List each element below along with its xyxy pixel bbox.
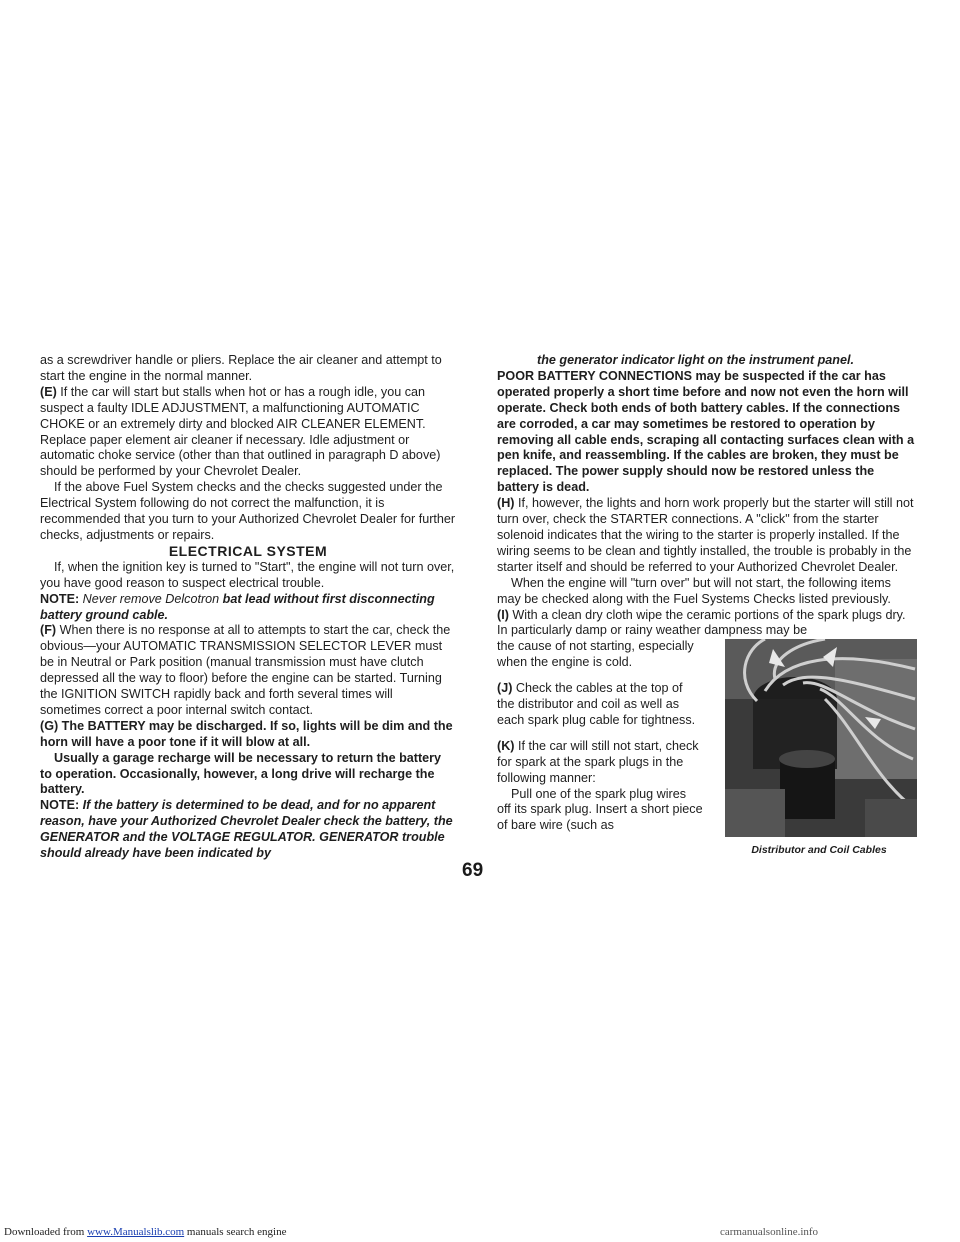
left-paragraph-3: If the above Fuel System checks and the checks suggested under the Electrical System following do not correct the malfunction, it is recommended that you turn to your Authorized Chevrolet Dealer for further checks, adjustments or repairs. [40,480,456,542]
left-paragraph-4: If, when the ignition key is turned to "Start", the engine will not turn over, you have good reason to suspect electrical trouble. [40,559,455,590]
paragraph-i-a [497,608,915,640]
paragraph-f [40,623,456,718]
paragraph-i-text-a: With a clean dry cloth wipe the ceramic portions of the spark plugs dry. In particularly damp or rainy weather dampness may be [497,607,906,638]
paragraph-i-label: (I) [497,607,509,622]
paragraph-k-label: (K) [497,738,515,753]
right-paragraph-1: the generator indicator light on the instrument panel. [537,353,854,367]
paragraph-e [40,385,456,480]
right-paragraph-4: When the engine will "turn over" but will not start, the following items may be checked along with the Fuel Systems Checks listed previously. [497,575,891,606]
paragraph-g [40,719,456,751]
note-1-label: NOTE: [40,591,80,606]
paragraph-i-b: the cause of not starting, especially when the engine is cold. [497,639,694,670]
figure-section [497,639,915,857]
paragraph-h-label: (H) [497,496,515,511]
paragraph-h [497,496,915,576]
section-heading-electrical-system: ELECTRICAL SYSTEM [168,542,328,559]
paragraph-j-label: (J) [497,681,513,696]
paragraph-g-text: The BATTERY may be discharged. If so, lights will be dim and the horn will have a poor tone if it will blow at all. [40,718,453,749]
paragraph-e-text: If the car will start but stalls when hot or has a rough idle, you can suspect a faulty IDLE ADJUSTMENT, a malfunctioning AUTOMATIC CHOKE or an extremely dirty and blocked AIR CLEANER ELEMENT. Replace paper element air cleaner if necessary. Idle adjustment or automatic choke service (other than that outlined in paragraph D above) should be performed by your Chevrolet Dealer. [40,384,441,479]
left-paragraph-1: as a screwdriver handle or pliers. Replace the air cleaner and attempt to start the engine in the normal manner. [40,353,442,383]
note-1-text-b: bat lead without first disconnecting battery ground cable. [40,591,435,622]
left-column [40,353,456,862]
paragraph-e-label: (E) [40,384,57,399]
note-2-text: If the battery is determined to be dead, and for no apparent reason, have your Authorized Chevrolet Dealer check the battery, the GENERATOR and the VOLTAGE REGULATOR. GENERATOR trouble should already have been indicated by [40,798,453,861]
paragraph-g-label: (G) [40,718,59,733]
manualslib-link[interactable]: www.Manualslib.com [87,1226,185,1238]
note-2 [40,798,456,862]
figure-caption: Distributor and Coil Cables [751,844,887,857]
note-2-label: NOTE: [40,798,80,813]
note-1 [40,592,456,624]
right-paragraph-2: POOR BATTERY CONNECTIONS may be suspected if the car has operated properly a short time before and now not even the horn will operate. Check both ends of both battery cables. If the connections are corroded, a car may sometimes be restored to operation by removing all cable ends, scraping all contacting surfaces clean with a pen knife, and reassembling. If the cables are broken, they must be replaced. The power supply should now be restored unless the battery is dead. [497,368,915,495]
paragraph-h-text: If, however, the lights and horn work properly but the starter will still not turn over, check the STARTER connections. A "click" from the starter solenoid indicates that the wiring to the starter is properly installed. If the wiring seems to be clean and tightly installed, the trouble is probably in the starter itself and should be referred to your Authorized Chevrolet Dealer. [497,496,914,574]
footer-suffix: manuals search engine [184,1226,287,1238]
paragraph-k [497,739,703,787]
left-paragraph-7: Usually a garage recharge will be necessary to return the battery to operation. Occasionally, however, a long drive will recharge the battery. [40,750,442,797]
paragraph-k-text: If the car will still not start, check for spark at the spark plugs in the following manner: [497,738,699,785]
page-number: 69 [462,860,484,881]
paragraph-j [497,681,703,729]
right-paragraph-8: Pull one of the spark plug wires off its spark plug. Insert a short piece of bare wire (such as [497,786,703,833]
paragraph-f-text: When there is no response at all to attempts to start the car, check the obvious—your AUTOMATIC TRANSMISSION SELECTOR LEVER must be in Neutral or Park position (manual transmission must have clutch depressed all the way to floor) before the engine can be started. Turning the IGNITION SWITCH rapidly back and forth several times will sometimes correct a poor internal switch contact. [40,623,451,717]
footer-watermark: carmanualsonline.info [720,1226,819,1238]
right-column [497,353,915,857]
paragraph-j-text: Check the cables at the top of the distributor and coil as well as each spark plug cable for tightness. [497,681,696,727]
distributor-coil-photo [725,639,917,837]
paragraph-f-label: (F) [40,623,57,638]
footer-prefix: Downloaded from [4,1226,88,1238]
download-footer [4,1226,286,1238]
note-1-text-a: Never remove Delcotron [79,591,223,606]
